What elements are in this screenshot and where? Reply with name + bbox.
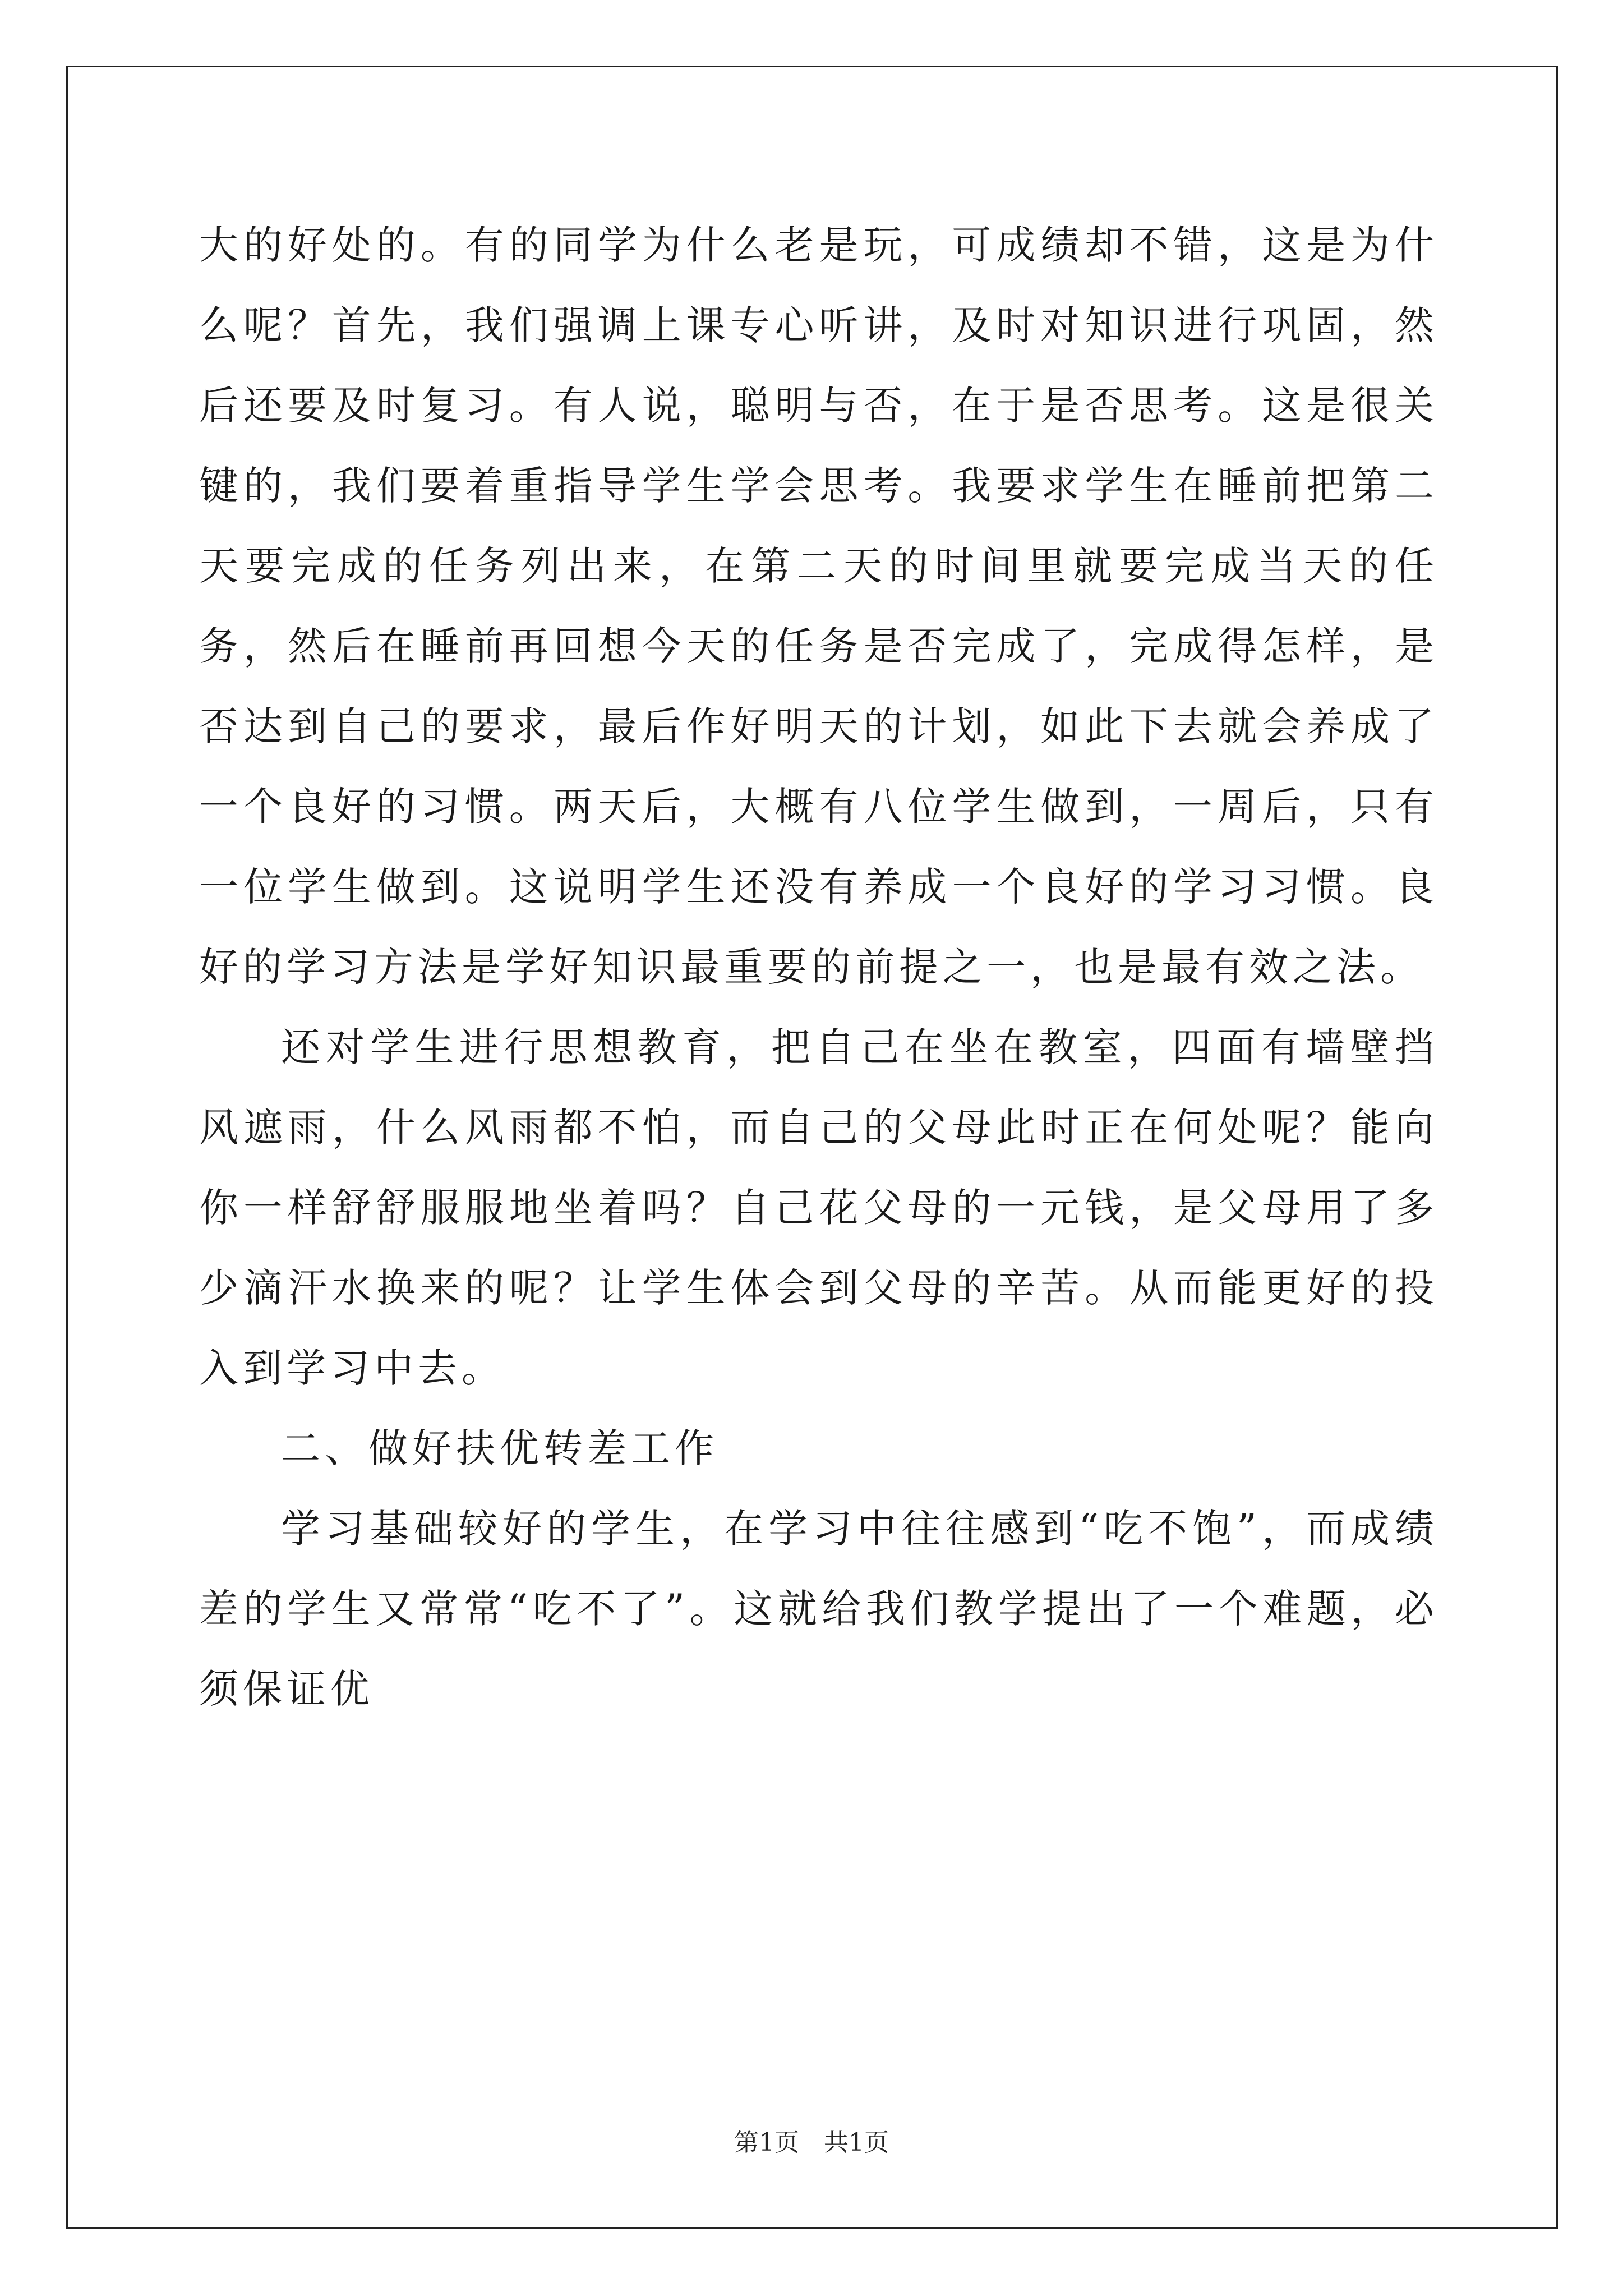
document-body — [199, 205, 1438, 1729]
paragraph: 还对学生进行思想教育，把自己在坐在教室，四面有墙壁挡风遮雨，什么风雨都不怕，而自己的父母此时正在何处呢？能向你一样舒舒服服地坐着吗？自己花父母的一元钱，是父母用了多少滴汗水换来的呢？让学生体会到父母的辛苦。从而能更好的投入到学习中去。 — [199, 1024, 1438, 1391]
paragraph: 学习基础较好的学生，在学习中往往感到“吃不饱”，而成绩差的学生又常常“吃不了”。这就给我们教学提出了一个难题，必须保证优 — [199, 1506, 1438, 1712]
section-heading: 二、做好扶优转差工作 — [281, 1425, 718, 1471]
page-number-footer: 第1页 共1页 — [734, 2128, 889, 2157]
paragraph: 大的好处的。有的同学为什么老是玩，可成绩却不错，这是为什么呢？首先，我们强调上课专心听讲，及时对知识进行巩固，然后还要及时复习。有人说，聪明与否，在于是否思考。这是很关键的，我们要着重指导学生学会思考。我要求学生在睡前把第二天要完成的任务列出来，在第二天的时间里就要完成当天的任务，然后在睡前再回想今天的任务是否完成了，完成得怎样，是否达到自己的要求，最后作好明天的计划，如此下去就会养成了一个良好的习惯。两天后，大概有八位学生做到，一周后，只有一位学生做到。这说明学生还没有养成一个良好的学习习惯。良好的学习方法是学好知识最重要的前提之一，也是最有效之法。 — [199, 222, 1438, 990]
